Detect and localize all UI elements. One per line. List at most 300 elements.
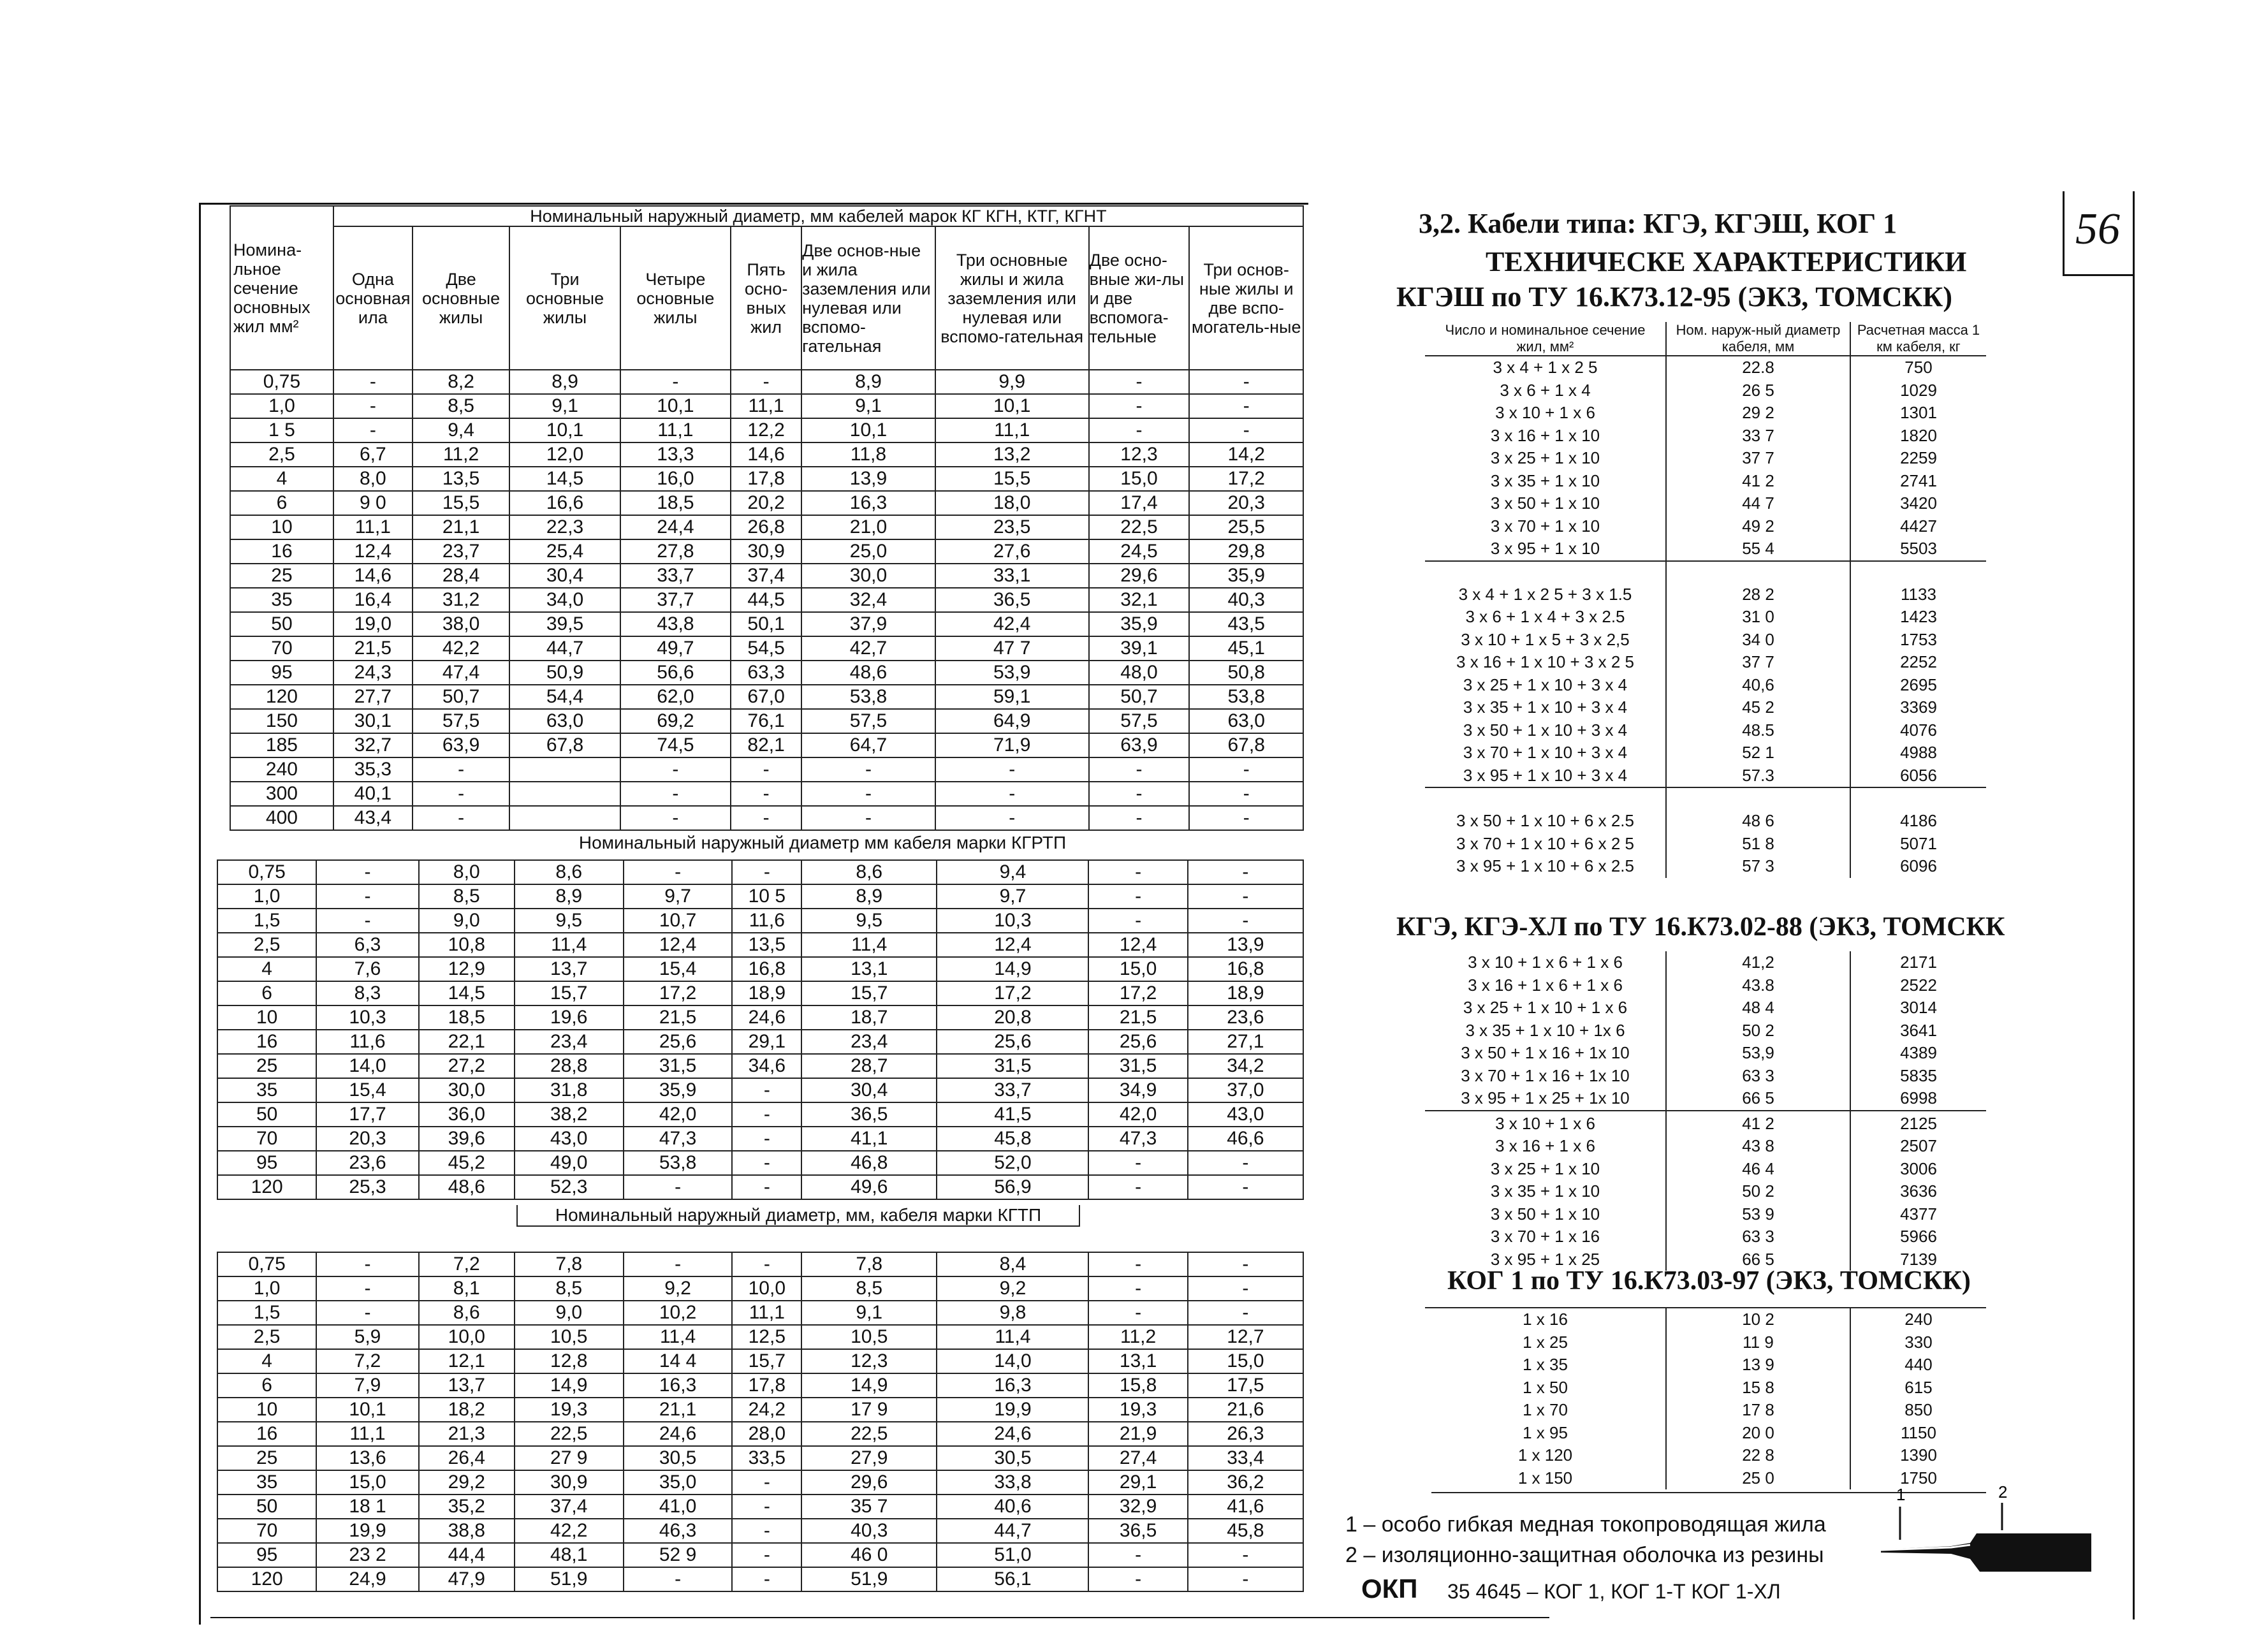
table1-header-col1: Одна основная ила xyxy=(333,226,413,370)
spec-mass-cell: 3420 xyxy=(1900,493,1937,513)
spec-section-cell: 3 x 35 + 1 x 10 + 3 x 4 xyxy=(1425,696,1666,719)
spec-section-cell: 1 x 50 xyxy=(1425,1377,1666,1400)
table3-cell: 19,3 xyxy=(1088,1398,1187,1422)
table1-cell: 42,2 xyxy=(413,636,510,661)
table1-cell: - xyxy=(801,757,935,782)
table3-cell: - xyxy=(316,1276,418,1301)
spec2-table-block xyxy=(1425,951,1986,1271)
table1-cell: 9,1 xyxy=(801,394,935,418)
figure-label-1: 1 xyxy=(1896,1485,1906,1504)
table1-cell: 50,7 xyxy=(1089,685,1190,709)
spec-header-section: Число и номинальное сечение жил, мм² xyxy=(1425,322,1666,356)
table1-cell: 21,1 xyxy=(413,515,510,539)
table1-cell: - xyxy=(413,806,510,830)
spec-diameter-cell: 66 5 xyxy=(1666,1248,1850,1271)
table3-cell: 9,2 xyxy=(937,1276,1088,1301)
table3-cell: 14,0 xyxy=(937,1349,1088,1373)
table3-cell: 21,6 xyxy=(1188,1398,1303,1422)
table1-cell: 53,8 xyxy=(1189,685,1303,709)
spec-mass-cell: 2522 xyxy=(1900,975,1937,995)
spec-row xyxy=(1425,719,1986,742)
spec-section-cell: 1 x 25 xyxy=(1425,1331,1666,1354)
table1-section-cell: 1,0 xyxy=(230,394,333,418)
table3-section-cell: 25 xyxy=(217,1446,316,1470)
table3-cell: 19,9 xyxy=(937,1398,1088,1422)
spec-diameter-cell: 50 2 xyxy=(1666,1020,1850,1042)
spec-row xyxy=(1425,1399,1986,1422)
table3-cell: 27,9 xyxy=(801,1446,937,1470)
table1-section-cell: 185 xyxy=(230,733,333,757)
spec-mass-cell: 2741 xyxy=(1900,471,1937,490)
spec-mass-cell: 5835 xyxy=(1900,1065,1937,1085)
spec-section-cell: 3 x 10 + 1 x 6 xyxy=(1425,402,1666,425)
table2-cell: 9,5 xyxy=(801,909,937,933)
table3-cell: 27,4 xyxy=(1088,1446,1187,1470)
table1-cell: 16,3 xyxy=(801,491,935,515)
table3-cell: 12,1 xyxy=(419,1349,515,1373)
table3-section-cell: 1,0 xyxy=(217,1276,316,1301)
table3-cell: 18,2 xyxy=(419,1398,515,1422)
spec-mass-cell: 4427 xyxy=(1900,516,1937,536)
table2-cell: 42,0 xyxy=(1088,1102,1187,1127)
table2-cell: 24,6 xyxy=(732,1005,801,1030)
spec3-title: КОГ 1 по ТУ 16.К73.03-97 (ЭКЗ, ТОМСКК) xyxy=(1447,1266,1971,1296)
table3-row xyxy=(217,1301,1303,1325)
spec-section-cell: 1 x 16 xyxy=(1425,1308,1666,1331)
table2-cell: 16,8 xyxy=(1188,957,1303,981)
table3-cell: 8,6 xyxy=(419,1301,515,1325)
spec-section-cell: 3 x 95 + 1 x 25 xyxy=(1425,1248,1666,1271)
table2-cell: - xyxy=(316,909,418,933)
table3-body xyxy=(217,1252,1303,1591)
table3-row xyxy=(217,1276,1303,1301)
table3-cell: - xyxy=(1188,1276,1303,1301)
spec-diameter-cell: 43 8 xyxy=(1666,1135,1850,1158)
table1-cell: 74,5 xyxy=(620,733,731,757)
table2-cell: 46,8 xyxy=(801,1151,937,1175)
table1-section-cell: 1 5 xyxy=(230,418,333,442)
spec-row xyxy=(1425,810,1986,833)
table2-cell: 43,0 xyxy=(1188,1102,1303,1127)
table2-cell: 45,8 xyxy=(937,1127,1088,1151)
table3-cell: - xyxy=(732,1543,801,1567)
page-frame-bottom xyxy=(210,1617,1549,1618)
table1-cell: - xyxy=(1089,782,1190,806)
table2-cell: - xyxy=(732,1175,801,1199)
spec-mass-cell: 3014 xyxy=(1900,998,1937,1017)
table2-cell: 18,9 xyxy=(1188,981,1303,1005)
spec-row xyxy=(1425,651,1986,674)
spec-section-cell: 3 x 16 + 1 x 10 xyxy=(1425,425,1666,448)
table3-cell: 51,9 xyxy=(801,1567,937,1591)
table3-row xyxy=(217,1373,1303,1398)
table2-cell: 11,4 xyxy=(801,933,937,957)
table3-cell: - xyxy=(732,1470,801,1495)
table2-cell: 20,8 xyxy=(937,1005,1088,1030)
table1-row xyxy=(230,636,1303,661)
spec-section-cell: 3 x 70 + 1 x 16 xyxy=(1425,1225,1666,1248)
table1-cell xyxy=(509,757,620,782)
table2-cell: - xyxy=(732,1151,801,1175)
table1-cell: 69,2 xyxy=(620,709,731,733)
table2-section-cell: 6 xyxy=(217,981,316,1005)
table2-cell: 22,1 xyxy=(419,1030,515,1054)
table2-block xyxy=(217,859,1304,1200)
table2-cell: - xyxy=(316,860,418,884)
table3-cell: 33,4 xyxy=(1188,1446,1303,1470)
table2-cell: 27,1 xyxy=(1188,1030,1303,1054)
table3-cell: - xyxy=(624,1567,733,1591)
spec-row xyxy=(1425,1308,1986,1331)
page-frame-top xyxy=(199,203,1308,205)
table1-cell: 44,7 xyxy=(509,636,620,661)
table3-cell: 51,0 xyxy=(937,1543,1088,1567)
table3-cell: 24,6 xyxy=(624,1422,733,1446)
spec-mass-cell: 1133 xyxy=(1901,584,1936,604)
spec-row xyxy=(1425,1444,1986,1467)
table1-cell: 34,0 xyxy=(509,588,620,612)
table3-cell: 28,0 xyxy=(732,1422,801,1446)
spec-diameter-cell: 53,9 xyxy=(1666,1042,1850,1065)
table2-section-cell: 2,5 xyxy=(217,933,316,957)
legend-item-2: 2 – изоляционно-защитная оболочка из резины xyxy=(1345,1543,1824,1567)
table1-cell: 30,4 xyxy=(509,564,620,588)
table3-cell: 29,6 xyxy=(801,1470,937,1495)
table1-cell: 25,4 xyxy=(509,539,620,564)
table3-section-cell: 120 xyxy=(217,1567,316,1591)
table2-cell: 46,6 xyxy=(1188,1127,1303,1151)
table1-cell: 50,9 xyxy=(509,661,620,685)
spec-row xyxy=(1425,833,1986,856)
table1-section-cell: 240 xyxy=(230,757,333,782)
table1-cell: 82,1 xyxy=(731,733,801,757)
table1-section-cell: 0,75 xyxy=(230,370,333,394)
table2 xyxy=(217,859,1304,1200)
table3-cell: 36,5 xyxy=(1088,1519,1187,1543)
spec-mass-cell: 3636 xyxy=(1900,1181,1937,1201)
spec-row xyxy=(1425,470,1986,493)
table1-cell: 13,9 xyxy=(801,467,935,491)
table2-cell: 31,5 xyxy=(937,1054,1088,1078)
table1-cell: - xyxy=(413,757,510,782)
table3-cell: 30,9 xyxy=(515,1470,624,1495)
table2-cell: 29,1 xyxy=(732,1030,801,1054)
table1-cell: 50,8 xyxy=(1189,661,1303,685)
table2-cell: 8,6 xyxy=(801,860,937,884)
table3-cell: - xyxy=(1088,1543,1187,1567)
spec-mass-cell: 4988 xyxy=(1900,743,1937,762)
table3-cell: 29,1 xyxy=(1088,1470,1187,1495)
spec-row xyxy=(1425,1020,1986,1042)
spec-section-cell: 1 x 150 xyxy=(1425,1467,1666,1490)
spec-row xyxy=(1425,974,1986,997)
table3-cell: 41,6 xyxy=(1188,1495,1303,1519)
spec-diameter-cell: 57 3 xyxy=(1666,855,1850,878)
table2-row xyxy=(217,884,1303,909)
table3-cell: 15,0 xyxy=(316,1470,418,1495)
spec-diameter-cell: 41 2 xyxy=(1666,1113,1850,1136)
table1-row xyxy=(230,709,1303,733)
spec-row xyxy=(1425,425,1986,448)
table2-cell: 14,5 xyxy=(419,981,515,1005)
table1-cell: 27,7 xyxy=(333,685,413,709)
table3-cell: 7,8 xyxy=(801,1252,937,1276)
spec-mass-cell: 2171 xyxy=(1900,953,1937,972)
table2-row xyxy=(217,1102,1303,1127)
table2-cell: - xyxy=(1188,909,1303,933)
table2-row xyxy=(217,860,1303,884)
table1-cell: 42,7 xyxy=(801,636,935,661)
table3-cell: - xyxy=(1088,1301,1187,1325)
table2-section-cell: 95 xyxy=(217,1151,316,1175)
table2-cell: 28,7 xyxy=(801,1054,937,1078)
table3-cell: 27 9 xyxy=(515,1446,624,1470)
spec-mass-cell: 2695 xyxy=(1900,675,1937,694)
table3-cell: 11,4 xyxy=(624,1325,733,1349)
table1-cell: - xyxy=(333,418,413,442)
table1-cell: 24,5 xyxy=(1089,539,1190,564)
table1-cell: 12,2 xyxy=(731,418,801,442)
table1-cell: 30,1 xyxy=(333,709,413,733)
spec-mass-cell: 6056 xyxy=(1900,765,1937,785)
table3-cell: 24,2 xyxy=(732,1398,801,1422)
table3-cell: 42,2 xyxy=(515,1519,624,1543)
spec-group1 xyxy=(1425,356,1986,561)
spec-mass-cell: 850 xyxy=(1904,1400,1933,1419)
spec-diameter-cell: 43.8 xyxy=(1666,974,1850,997)
table2-cell: 23,6 xyxy=(1188,1005,1303,1030)
table3-cell: 21,9 xyxy=(1088,1422,1187,1446)
table1-cell: 30,9 xyxy=(731,539,801,564)
table3-row xyxy=(217,1349,1303,1373)
table3-cell: 12,5 xyxy=(732,1325,801,1349)
spec3-table xyxy=(1425,1308,1986,1489)
spec-diameter-cell: 55 4 xyxy=(1666,537,1850,561)
table2-cell: 53,8 xyxy=(624,1151,733,1175)
table3-cell: 10,0 xyxy=(732,1276,801,1301)
spec-section-cell: 3 x 70 + 1 x 10 xyxy=(1425,515,1666,538)
table1-cell: 13,5 xyxy=(413,467,510,491)
table2-cell: 9,7 xyxy=(624,884,733,909)
spec-diameter-cell: 46 4 xyxy=(1666,1158,1850,1181)
table2-cell: 10,8 xyxy=(419,933,515,957)
table3-cell: 23 2 xyxy=(316,1543,418,1567)
table3-row xyxy=(217,1446,1303,1470)
spec-diameter-cell: 25 0 xyxy=(1666,1467,1850,1490)
table2-section-cell: 70 xyxy=(217,1127,316,1151)
spec-row xyxy=(1425,1087,1986,1111)
spec-mass-cell: 3006 xyxy=(1900,1159,1937,1178)
table1-section-cell: 4 xyxy=(230,467,333,491)
table3-cell: 11,1 xyxy=(732,1301,801,1325)
table3-cell: 8,4 xyxy=(937,1252,1088,1276)
table2-row xyxy=(217,1078,1303,1102)
table2-cell: 10,7 xyxy=(624,909,733,933)
spec-diameter-cell: 57.3 xyxy=(1666,764,1850,788)
spec-section-cell: 3 x 16 + 1 x 6 + 1 x 6 xyxy=(1425,974,1666,997)
spec-row xyxy=(1425,447,1986,470)
table1-cell: 8,2 xyxy=(413,370,510,394)
table3-cell: 7,8 xyxy=(515,1252,624,1276)
table3-cell: 44,7 xyxy=(937,1519,1088,1543)
table1-header-col3: Три основные жилы xyxy=(509,226,620,370)
table1-cell: 63,3 xyxy=(731,661,801,685)
table1-cell: 33,7 xyxy=(620,564,731,588)
table1-cell: 63,0 xyxy=(509,709,620,733)
table1-cell: 54,5 xyxy=(731,636,801,661)
table1-cell: 40,1 xyxy=(333,782,413,806)
table3-cell: 14 4 xyxy=(624,1349,733,1373)
table2-cell: 21,5 xyxy=(624,1005,733,1030)
spec-diameter-cell: 66 5 xyxy=(1666,1087,1850,1111)
spec-mass-cell: 1301 xyxy=(1900,403,1937,422)
table1-row xyxy=(230,661,1303,685)
table1-cell: 64,7 xyxy=(801,733,935,757)
table3-cell: 22,5 xyxy=(515,1422,624,1446)
table2-cell: 7,6 xyxy=(316,957,418,981)
table3-cell: 22,5 xyxy=(801,1422,937,1446)
table3-cell: 38,8 xyxy=(419,1519,515,1543)
table1-cell: 14,5 xyxy=(509,467,620,491)
spec-section-cell: 3 x 50 + 1 x 10 xyxy=(1425,1203,1666,1226)
table2-cell: 17,7 xyxy=(316,1102,418,1127)
spec-mass-cell: 2259 xyxy=(1900,448,1937,467)
spec-diameter-cell: 34 0 xyxy=(1666,629,1850,652)
spec-row xyxy=(1425,515,1986,538)
table2-row xyxy=(217,1054,1303,1078)
table3-cell: 13,1 xyxy=(1088,1349,1187,1373)
table3-cell: - xyxy=(1188,1301,1303,1325)
table3-cell: 9,8 xyxy=(937,1301,1088,1325)
spec-row xyxy=(1425,1203,1986,1226)
table2-cell: 17,2 xyxy=(937,981,1088,1005)
table1-row xyxy=(230,394,1303,418)
page-number: 56 xyxy=(2075,205,2120,254)
table3-cell: - xyxy=(732,1567,801,1591)
table1 xyxy=(230,205,1304,831)
table3-cell: 7,2 xyxy=(419,1252,515,1276)
table2-cell: 30,0 xyxy=(419,1078,515,1102)
okp-label: ОКП xyxy=(1361,1574,1418,1604)
table3-cell: 26,3 xyxy=(1188,1422,1303,1446)
spec-section-cell: 3 x 50 + 1 x 10 + 6 x 2.5 xyxy=(1425,810,1666,833)
spec-group4 xyxy=(1425,951,1986,1111)
spec-section-cell: 3 x 4 + 1 x 2 5 xyxy=(1425,356,1666,379)
spec-section-cell: 3 x 35 + 1 x 10 + 1x 6 xyxy=(1425,1020,1666,1042)
table2-cell: 31,5 xyxy=(624,1054,733,1078)
table1-row xyxy=(230,806,1303,830)
table1-cell: 10,1 xyxy=(801,418,935,442)
table2-cell: 39,6 xyxy=(419,1127,515,1151)
table1-cell: 17,4 xyxy=(1089,491,1190,515)
table2-cell: - xyxy=(732,1102,801,1127)
spec-section-cell: 3 x 50 + 1 x 10 + 3 x 4 xyxy=(1425,719,1666,742)
table1-section-cell: 2,5 xyxy=(230,442,333,467)
spec-row xyxy=(1425,629,1986,652)
table1-header-col7: Три основные жилы и жила заземления или нулевая или вспомо-гательная xyxy=(935,226,1089,370)
table3-cell: 11,4 xyxy=(937,1325,1088,1349)
table3-cell: 36,2 xyxy=(1188,1470,1303,1495)
spec-section-cell: 3 x 10 + 1 x 6 xyxy=(1425,1113,1666,1136)
spec2-title: КГЭ, КГЭ-ХЛ по ТУ 16.К73.02-88 (ЭКЗ, ТОМСКК xyxy=(1396,912,2005,942)
table3-section-cell: 16 xyxy=(217,1422,316,1446)
table1-row xyxy=(230,491,1303,515)
table1-cell: 22,3 xyxy=(509,515,620,539)
table2-cell: 34,6 xyxy=(732,1054,801,1078)
table2-cell: 12,4 xyxy=(937,933,1088,957)
table3-cell: 15,7 xyxy=(732,1349,801,1373)
table2-cell: 31,8 xyxy=(515,1078,624,1102)
table1-cell: 45,1 xyxy=(1189,636,1303,661)
table3-cell: 5,9 xyxy=(316,1325,418,1349)
spec-row xyxy=(1425,997,1986,1020)
spec-mass-cell: 1423 xyxy=(1900,607,1937,626)
table1-header-col9: Три основ-ные жилы и две вспо-могатель-ные xyxy=(1189,226,1303,370)
table1-cell: 27,8 xyxy=(620,539,731,564)
table1-header-section: Номина-льное сечение основных жил мм² xyxy=(230,206,333,370)
table2-cell: 13,5 xyxy=(732,933,801,957)
table1-cell: - xyxy=(935,806,1089,830)
table3-section-cell: 70 xyxy=(217,1519,316,1543)
table1-cell: - xyxy=(731,370,801,394)
spec-row xyxy=(1425,742,1986,764)
table1-cell: 20,2 xyxy=(731,491,801,515)
table2-cell: 25,6 xyxy=(1088,1030,1187,1054)
table1-cell: 24,4 xyxy=(620,515,731,539)
spec-section-cell: 3 x 95 + 1 x 25 + 1x 10 xyxy=(1425,1087,1666,1111)
table2-row xyxy=(217,1151,1303,1175)
table2-row xyxy=(217,933,1303,957)
table2-cell: 15,4 xyxy=(316,1078,418,1102)
spec-section-cell: 3 x 95 + 1 x 10 xyxy=(1425,537,1666,561)
table1-section-cell: 16 xyxy=(230,539,333,564)
table3-row xyxy=(217,1470,1303,1495)
table1-cell: 25,0 xyxy=(801,539,935,564)
table3-cell: 19,3 xyxy=(515,1398,624,1422)
table3-cell: 52 9 xyxy=(624,1543,733,1567)
table2-cell: 21,5 xyxy=(1088,1005,1187,1030)
table2-cell: 41,1 xyxy=(801,1127,937,1151)
table3-section-cell: 2,5 xyxy=(217,1325,316,1349)
table2-cell: 35,9 xyxy=(624,1078,733,1102)
table1-block xyxy=(230,205,1304,831)
table3-cell: 9,2 xyxy=(624,1276,733,1301)
table2-cell: 41,5 xyxy=(937,1102,1088,1127)
spec-row xyxy=(1425,951,1986,974)
table1-cell: 71,9 xyxy=(935,733,1089,757)
table2-cell: 8,9 xyxy=(515,884,624,909)
page-frame-left xyxy=(199,203,201,1625)
spec-row xyxy=(1425,379,1986,402)
table3-cell: 11,1 xyxy=(316,1422,418,1446)
spec-row xyxy=(1425,674,1986,697)
table2-cell: - xyxy=(1088,1175,1187,1199)
table3-cell: 15,0 xyxy=(1188,1349,1303,1373)
table2-cell: 11,6 xyxy=(316,1030,418,1054)
table1-cell: - xyxy=(333,370,413,394)
table3-cell: 46 0 xyxy=(801,1543,937,1567)
spec-diameter-cell: 26 5 xyxy=(1666,379,1850,402)
table1-cell: 57,5 xyxy=(413,709,510,733)
table1-cell: - xyxy=(620,757,731,782)
spec-diameter-cell: 51 8 xyxy=(1666,833,1850,856)
table3-cell: 47,9 xyxy=(419,1567,515,1591)
table3-cell: 33,8 xyxy=(937,1470,1088,1495)
table1-row xyxy=(230,467,1303,491)
table3-section-cell: 95 xyxy=(217,1543,316,1567)
table1-cell: 43,8 xyxy=(620,612,731,636)
spec-diameter-cell: 31 0 xyxy=(1666,606,1850,629)
